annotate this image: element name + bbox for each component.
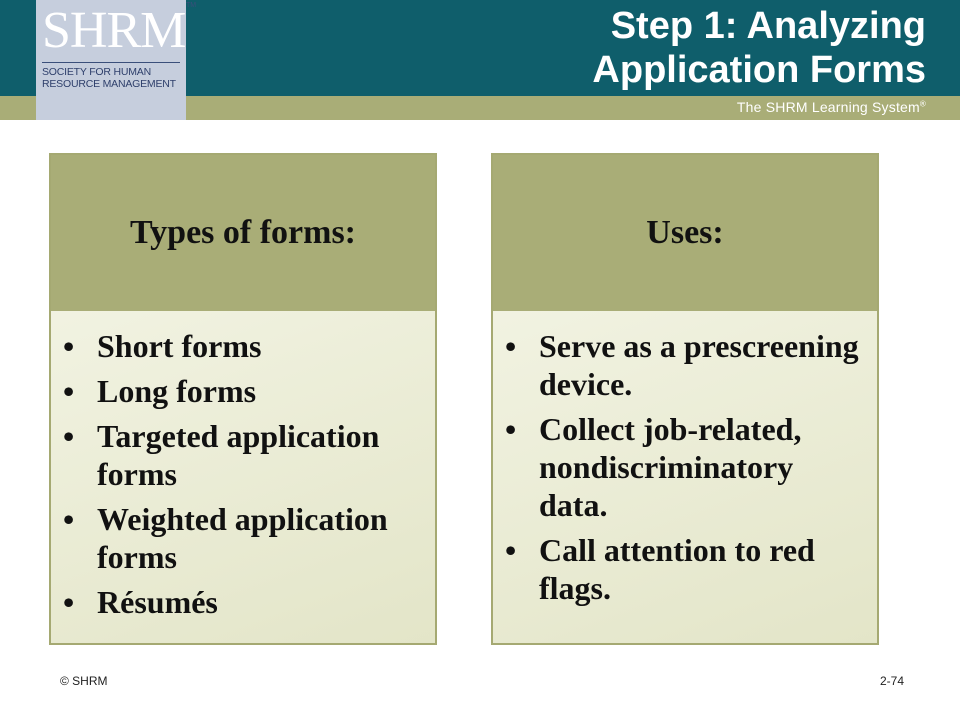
- list-item: • Collect job-related, nondiscriminatory data.: [505, 410, 869, 524]
- uses-panel: [491, 153, 879, 645]
- uses-list: [505, 327, 869, 614]
- registered-mark: ®: [919, 99, 926, 109]
- logo-tagline: [42, 66, 184, 90]
- title-line-1: Step 1: Analyzing: [610, 5, 926, 47]
- types-panel: [49, 153, 437, 645]
- list-item: • Short forms: [63, 327, 427, 365]
- types-heading: Types of forms:: [51, 155, 435, 311]
- list-item: • Targeted application forms: [63, 417, 427, 493]
- copyright: © SHRM: [60, 674, 108, 688]
- list-item: • Long forms: [63, 372, 427, 410]
- logo-divider: [42, 62, 180, 63]
- list-item: • Weighted application forms: [63, 500, 427, 576]
- list-item: • Call attention to red flags.: [505, 531, 869, 607]
- logo-line-1: SOCIETY FOR HUMAN: [42, 66, 151, 78]
- title-line-2: Application Forms: [592, 49, 926, 91]
- list-item: • Résumés: [63, 583, 427, 621]
- logo-trademark: TM: [186, 2, 197, 9]
- list-item: • Serve as a prescreening device.: [505, 327, 869, 403]
- logo-wordmark: SHRM: [42, 2, 186, 59]
- tagline: [737, 99, 926, 115]
- page-title: [406, 4, 926, 92]
- page-number: 2-74: [879, 674, 904, 688]
- shrm-logo: [36, 0, 197, 120]
- tagline-text: The SHRM Learning System: [736, 99, 920, 115]
- types-list: [63, 327, 427, 628]
- logo-line-2: RESOURCE MANAGEMENT: [42, 78, 176, 90]
- uses-heading: Uses:: [493, 155, 877, 311]
